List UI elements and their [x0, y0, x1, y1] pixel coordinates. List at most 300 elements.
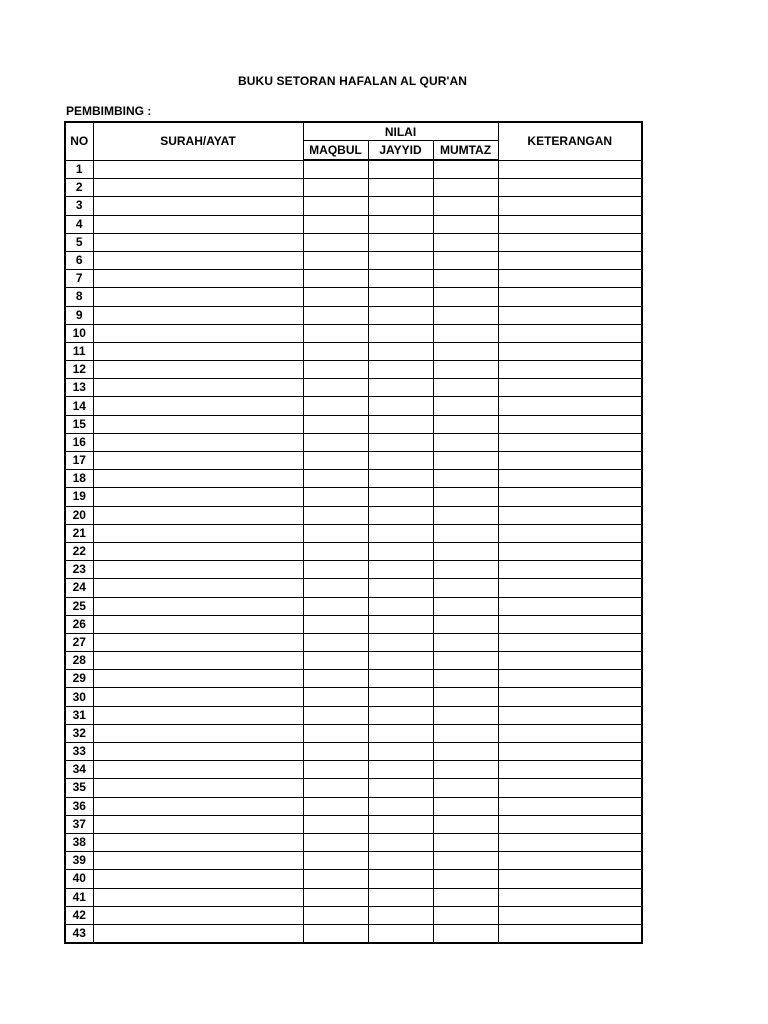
maqbul-cell[interactable] [303, 815, 368, 833]
maqbul-cell[interactable] [303, 233, 368, 251]
table-row [65, 743, 642, 761]
row-number: 32 [65, 724, 93, 742]
maqbul-cell[interactable] [303, 342, 368, 360]
jayyid-cell[interactable] [368, 779, 433, 797]
keterangan-cell[interactable] [498, 542, 642, 560]
maqbul-cell[interactable] [303, 761, 368, 779]
maqbul-cell[interactable] [303, 397, 368, 415]
mumtaz-cell[interactable] [433, 833, 498, 851]
mumtaz-cell[interactable] [433, 852, 498, 870]
mumtaz-cell[interactable] [433, 561, 498, 579]
maqbul-cell[interactable] [303, 870, 368, 888]
keterangan-cell[interactable] [498, 397, 642, 415]
jayyid-cell[interactable] [368, 888, 433, 906]
table-body [65, 160, 642, 943]
jayyid-cell[interactable] [368, 561, 433, 579]
mumtaz-cell[interactable] [433, 251, 498, 269]
mumtaz-cell[interactable] [433, 306, 498, 324]
maqbul-cell[interactable] [303, 706, 368, 724]
row-number: 10 [65, 324, 93, 342]
maqbul-cell[interactable] [303, 924, 368, 943]
surah-ayat-cell[interactable] [93, 415, 303, 433]
table-row [65, 724, 642, 742]
table-row [65, 324, 642, 342]
mumtaz-cell[interactable] [433, 215, 498, 233]
keterangan-cell[interactable] [498, 160, 642, 179]
maqbul-cell[interactable] [303, 524, 368, 542]
table-row [65, 179, 642, 197]
maqbul-cell[interactable] [303, 688, 368, 706]
jayyid-cell[interactable] [368, 288, 433, 306]
mumtaz-cell[interactable] [433, 924, 498, 943]
surah-ayat-cell[interactable] [93, 361, 303, 379]
row-number: 28 [65, 652, 93, 670]
mumtaz-cell[interactable] [433, 724, 498, 742]
jayyid-cell[interactable] [368, 324, 433, 342]
table-row [65, 488, 642, 506]
surah-ayat-cell[interactable] [93, 270, 303, 288]
maqbul-cell[interactable] [303, 779, 368, 797]
mumtaz-cell[interactable] [433, 906, 498, 924]
table-row [65, 633, 642, 651]
keterangan-cell[interactable] [498, 579, 642, 597]
keterangan-cell[interactable] [498, 815, 642, 833]
surah-ayat-cell[interactable] [93, 233, 303, 251]
mumtaz-cell[interactable] [433, 815, 498, 833]
surah-ayat-cell[interactable] [93, 615, 303, 633]
row-number: 8 [65, 288, 93, 306]
surah-ayat-cell[interactable] [93, 470, 303, 488]
mumtaz-cell[interactable] [433, 415, 498, 433]
maqbul-cell[interactable] [303, 797, 368, 815]
mumtaz-cell[interactable] [433, 779, 498, 797]
surah-ayat-cell[interactable] [93, 579, 303, 597]
maqbul-cell[interactable] [303, 324, 368, 342]
maqbul-cell[interactable] [303, 561, 368, 579]
row-number: 19 [65, 488, 93, 506]
surah-ayat-cell[interactable] [93, 779, 303, 797]
keterangan-cell[interactable] [498, 288, 642, 306]
mumtaz-cell[interactable] [433, 888, 498, 906]
keterangan-cell[interactable] [498, 215, 642, 233]
mumtaz-cell[interactable] [433, 379, 498, 397]
row-number: 6 [65, 251, 93, 269]
header-nilai: NILAI [303, 122, 498, 141]
row-number: 39 [65, 852, 93, 870]
row-number: 16 [65, 433, 93, 451]
maqbul-cell[interactable] [303, 488, 368, 506]
jayyid-cell[interactable] [368, 706, 433, 724]
table-row [65, 561, 642, 579]
jayyid-cell[interactable] [368, 506, 433, 524]
keterangan-cell[interactable] [498, 597, 642, 615]
maqbul-cell[interactable] [303, 852, 368, 870]
keterangan-cell[interactable] [498, 888, 642, 906]
surah-ayat-cell[interactable] [93, 179, 303, 197]
row-number: 33 [65, 743, 93, 761]
keterangan-cell[interactable] [498, 706, 642, 724]
row-number: 23 [65, 561, 93, 579]
surah-ayat-cell[interactable] [93, 488, 303, 506]
maqbul-cell[interactable] [303, 615, 368, 633]
row-number: 5 [65, 233, 93, 251]
table-row [65, 888, 642, 906]
keterangan-cell[interactable] [498, 524, 642, 542]
keterangan-cell[interactable] [498, 724, 642, 742]
maqbul-cell[interactable] [303, 597, 368, 615]
mumtaz-cell[interactable] [433, 470, 498, 488]
keterangan-cell[interactable] [498, 615, 642, 633]
table-row [65, 452, 642, 470]
row-number: 1 [65, 160, 93, 179]
table-row [65, 761, 642, 779]
keterangan-cell[interactable] [498, 506, 642, 524]
maqbul-cell[interactable] [303, 251, 368, 269]
header-mumtaz: MUMTAZ [433, 141, 498, 161]
maqbul-cell[interactable] [303, 670, 368, 688]
table-row [65, 797, 642, 815]
table-row [65, 342, 642, 360]
maqbul-cell[interactable] [303, 306, 368, 324]
table-row [65, 160, 642, 179]
keterangan-cell[interactable] [498, 852, 642, 870]
jayyid-cell[interactable] [368, 615, 433, 633]
surah-ayat-cell[interactable] [93, 652, 303, 670]
surah-ayat-cell[interactable] [93, 452, 303, 470]
mumtaz-cell[interactable] [433, 542, 498, 560]
maqbul-cell[interactable] [303, 906, 368, 924]
maqbul-cell[interactable] [303, 652, 368, 670]
mumtaz-cell[interactable] [433, 342, 498, 360]
surah-ayat-cell[interactable] [93, 906, 303, 924]
keterangan-cell[interactable] [498, 306, 642, 324]
mumtaz-cell[interactable] [433, 688, 498, 706]
keterangan-cell[interactable] [498, 270, 642, 288]
mumtaz-cell[interactable] [433, 488, 498, 506]
jayyid-cell[interactable] [368, 415, 433, 433]
row-number: 9 [65, 306, 93, 324]
row-number: 29 [65, 670, 93, 688]
jayyid-cell[interactable] [368, 542, 433, 560]
mumtaz-cell[interactable] [433, 870, 498, 888]
header-no: NO [65, 122, 93, 160]
table-row [65, 652, 642, 670]
table-row [65, 706, 642, 724]
maqbul-cell[interactable] [303, 506, 368, 524]
keterangan-cell[interactable] [498, 179, 642, 197]
jayyid-cell[interactable] [368, 724, 433, 742]
maqbul-cell[interactable] [303, 415, 368, 433]
jayyid-cell[interactable] [368, 397, 433, 415]
jayyid-cell[interactable] [368, 579, 433, 597]
keterangan-cell[interactable] [498, 197, 642, 215]
jayyid-cell[interactable] [368, 306, 433, 324]
mumtaz-cell[interactable] [433, 797, 498, 815]
keterangan-cell[interactable] [498, 415, 642, 433]
surah-ayat-cell[interactable] [93, 288, 303, 306]
header-maqbul: MAQBUL [303, 141, 368, 161]
keterangan-cell[interactable] [498, 797, 642, 815]
maqbul-cell[interactable] [303, 579, 368, 597]
row-number: 24 [65, 579, 93, 597]
jayyid-cell[interactable] [368, 852, 433, 870]
keterangan-cell[interactable] [498, 251, 642, 269]
mumtaz-cell[interactable] [433, 361, 498, 379]
surah-ayat-cell[interactable] [93, 506, 303, 524]
mumtaz-cell[interactable] [433, 633, 498, 651]
row-number: 4 [65, 215, 93, 233]
table-row [65, 924, 642, 943]
jayyid-cell[interactable] [368, 743, 433, 761]
header-jayyid: JAYYID [368, 141, 433, 161]
surah-ayat-cell[interactable] [93, 888, 303, 906]
surah-ayat-cell[interactable] [93, 306, 303, 324]
keterangan-cell[interactable] [498, 688, 642, 706]
maqbul-cell[interactable] [303, 633, 368, 651]
keterangan-cell[interactable] [498, 906, 642, 924]
row-number: 40 [65, 870, 93, 888]
keterangan-cell[interactable] [498, 743, 642, 761]
table-row [65, 670, 642, 688]
jayyid-cell[interactable] [368, 924, 433, 943]
surah-ayat-cell[interactable] [93, 743, 303, 761]
maqbul-cell[interactable] [303, 197, 368, 215]
row-number: 38 [65, 833, 93, 851]
row-number: 22 [65, 542, 93, 560]
surah-ayat-cell[interactable] [93, 251, 303, 269]
table-row [65, 233, 642, 251]
jayyid-cell[interactable] [368, 633, 433, 651]
surah-ayat-cell[interactable] [93, 688, 303, 706]
mumtaz-cell[interactable] [433, 160, 498, 179]
maqbul-cell[interactable] [303, 379, 368, 397]
table-row [65, 361, 642, 379]
mumtaz-cell[interactable] [433, 324, 498, 342]
mumtaz-cell[interactable] [433, 743, 498, 761]
table-row [65, 379, 642, 397]
surah-ayat-cell[interactable] [93, 797, 303, 815]
mumtaz-cell[interactable] [433, 397, 498, 415]
surah-ayat-cell[interactable] [93, 724, 303, 742]
surah-ayat-cell[interactable] [93, 761, 303, 779]
jayyid-cell[interactable] [368, 433, 433, 451]
surah-ayat-cell[interactable] [93, 597, 303, 615]
maqbul-cell[interactable] [303, 215, 368, 233]
row-number: 41 [65, 888, 93, 906]
keterangan-cell[interactable] [498, 379, 642, 397]
surah-ayat-cell[interactable] [93, 524, 303, 542]
surah-ayat-cell[interactable] [93, 197, 303, 215]
mumtaz-cell[interactable] [433, 579, 498, 597]
mumtaz-cell[interactable] [433, 452, 498, 470]
table-row [65, 852, 642, 870]
keterangan-cell[interactable] [498, 833, 642, 851]
jayyid-cell[interactable] [368, 215, 433, 233]
maqbul-cell[interactable] [303, 361, 368, 379]
table-row [65, 433, 642, 451]
jayyid-cell[interactable] [368, 870, 433, 888]
table-row [65, 524, 642, 542]
keterangan-cell[interactable] [498, 233, 642, 251]
row-number: 43 [65, 924, 93, 943]
table-row [65, 415, 642, 433]
maqbul-cell[interactable] [303, 452, 368, 470]
mumtaz-cell[interactable] [433, 433, 498, 451]
row-number: 3 [65, 197, 93, 215]
jayyid-cell[interactable] [368, 688, 433, 706]
surah-ayat-cell[interactable] [93, 397, 303, 415]
jayyid-cell[interactable] [368, 652, 433, 670]
keterangan-cell[interactable] [498, 433, 642, 451]
jayyid-cell[interactable] [368, 342, 433, 360]
row-number: 12 [65, 361, 93, 379]
mumtaz-cell[interactable] [433, 524, 498, 542]
jayyid-cell[interactable] [368, 797, 433, 815]
keterangan-cell[interactable] [498, 670, 642, 688]
surah-ayat-cell[interactable] [93, 670, 303, 688]
surah-ayat-cell[interactable] [93, 342, 303, 360]
maqbul-cell[interactable] [303, 288, 368, 306]
jayyid-cell[interactable] [368, 597, 433, 615]
maqbul-cell[interactable] [303, 179, 368, 197]
keterangan-cell[interactable] [498, 761, 642, 779]
table-row [65, 815, 642, 833]
keterangan-cell[interactable] [498, 924, 642, 943]
keterangan-cell[interactable] [498, 361, 642, 379]
row-number: 20 [65, 506, 93, 524]
maqbul-cell[interactable] [303, 470, 368, 488]
keterangan-cell[interactable] [498, 561, 642, 579]
surah-ayat-cell[interactable] [93, 215, 303, 233]
table-row [65, 397, 642, 415]
table-row [65, 306, 642, 324]
maqbul-cell[interactable] [303, 743, 368, 761]
surah-ayat-cell[interactable] [93, 633, 303, 651]
jayyid-cell[interactable] [368, 379, 433, 397]
row-number: 17 [65, 452, 93, 470]
jayyid-cell[interactable] [368, 761, 433, 779]
jayyid-cell[interactable] [368, 815, 433, 833]
table-row [65, 506, 642, 524]
jayyid-cell[interactable] [368, 670, 433, 688]
row-number: 27 [65, 633, 93, 651]
keterangan-cell[interactable] [498, 779, 642, 797]
header-surah-ayat: SURAH/AYAT [93, 122, 303, 160]
maqbul-cell[interactable] [303, 724, 368, 742]
row-number: 36 [65, 797, 93, 815]
jayyid-cell[interactable] [368, 470, 433, 488]
keterangan-cell[interactable] [498, 470, 642, 488]
mumtaz-cell[interactable] [433, 506, 498, 524]
table-row [65, 906, 642, 924]
surah-ayat-cell[interactable] [93, 433, 303, 451]
surah-ayat-cell[interactable] [93, 852, 303, 870]
keterangan-cell[interactable] [498, 342, 642, 360]
table-row [65, 215, 642, 233]
surah-ayat-cell[interactable] [93, 833, 303, 851]
memorization-log-table [64, 121, 643, 944]
table-row [65, 470, 642, 488]
mumtaz-cell[interactable] [433, 197, 498, 215]
header-keterangan: KETERANGAN [498, 122, 642, 160]
mumtaz-cell[interactable] [433, 233, 498, 251]
mumtaz-cell[interactable] [433, 670, 498, 688]
keterangan-cell[interactable] [498, 488, 642, 506]
row-number: 30 [65, 688, 93, 706]
mumtaz-cell[interactable] [433, 652, 498, 670]
keterangan-cell[interactable] [498, 324, 642, 342]
keterangan-cell[interactable] [498, 870, 642, 888]
table-row [65, 688, 642, 706]
jayyid-cell[interactable] [368, 452, 433, 470]
jayyid-cell[interactable] [368, 233, 433, 251]
surah-ayat-cell[interactable] [93, 924, 303, 943]
jayyid-cell[interactable] [368, 906, 433, 924]
row-number: 25 [65, 597, 93, 615]
keterangan-cell[interactable] [498, 652, 642, 670]
jayyid-cell[interactable] [368, 833, 433, 851]
mumtaz-cell[interactable] [433, 270, 498, 288]
jayyid-cell[interactable] [368, 197, 433, 215]
jayyid-cell[interactable] [368, 524, 433, 542]
row-number: 35 [65, 779, 93, 797]
row-number: 37 [65, 815, 93, 833]
surah-ayat-cell[interactable] [93, 324, 303, 342]
row-number: 11 [65, 342, 93, 360]
mumtaz-cell[interactable] [433, 761, 498, 779]
table-row [65, 288, 642, 306]
mumtaz-cell[interactable] [433, 706, 498, 724]
row-number: 31 [65, 706, 93, 724]
jayyid-cell[interactable] [368, 488, 433, 506]
keterangan-cell[interactable] [498, 452, 642, 470]
maqbul-cell[interactable] [303, 888, 368, 906]
table-row [65, 542, 642, 560]
surah-ayat-cell[interactable] [93, 160, 303, 179]
surah-ayat-cell[interactable] [93, 379, 303, 397]
surah-ayat-cell[interactable] [93, 870, 303, 888]
row-number: 21 [65, 524, 93, 542]
row-number: 14 [65, 397, 93, 415]
maqbul-cell[interactable] [303, 542, 368, 560]
maqbul-cell[interactable] [303, 833, 368, 851]
jayyid-cell[interactable] [368, 179, 433, 197]
maqbul-cell[interactable] [303, 160, 368, 179]
jayyid-cell[interactable] [368, 160, 433, 179]
maqbul-cell[interactable] [303, 433, 368, 451]
jayyid-cell[interactable] [368, 251, 433, 269]
jayyid-cell[interactable] [368, 270, 433, 288]
keterangan-cell[interactable] [498, 633, 642, 651]
mumtaz-cell[interactable] [433, 615, 498, 633]
surah-ayat-cell[interactable] [93, 561, 303, 579]
table-row [65, 579, 642, 597]
supervisor-label: PEMBIMBING : [66, 104, 152, 118]
maqbul-cell[interactable] [303, 270, 368, 288]
row-number: 13 [65, 379, 93, 397]
row-number: 18 [65, 470, 93, 488]
row-number: 2 [65, 179, 93, 197]
mumtaz-cell[interactable] [433, 597, 498, 615]
surah-ayat-cell[interactable] [93, 815, 303, 833]
table-row [65, 833, 642, 851]
table-row [65, 779, 642, 797]
mumtaz-cell[interactable] [433, 179, 498, 197]
surah-ayat-cell[interactable] [93, 706, 303, 724]
surah-ayat-cell[interactable] [93, 542, 303, 560]
mumtaz-cell[interactable] [433, 288, 498, 306]
jayyid-cell[interactable] [368, 361, 433, 379]
